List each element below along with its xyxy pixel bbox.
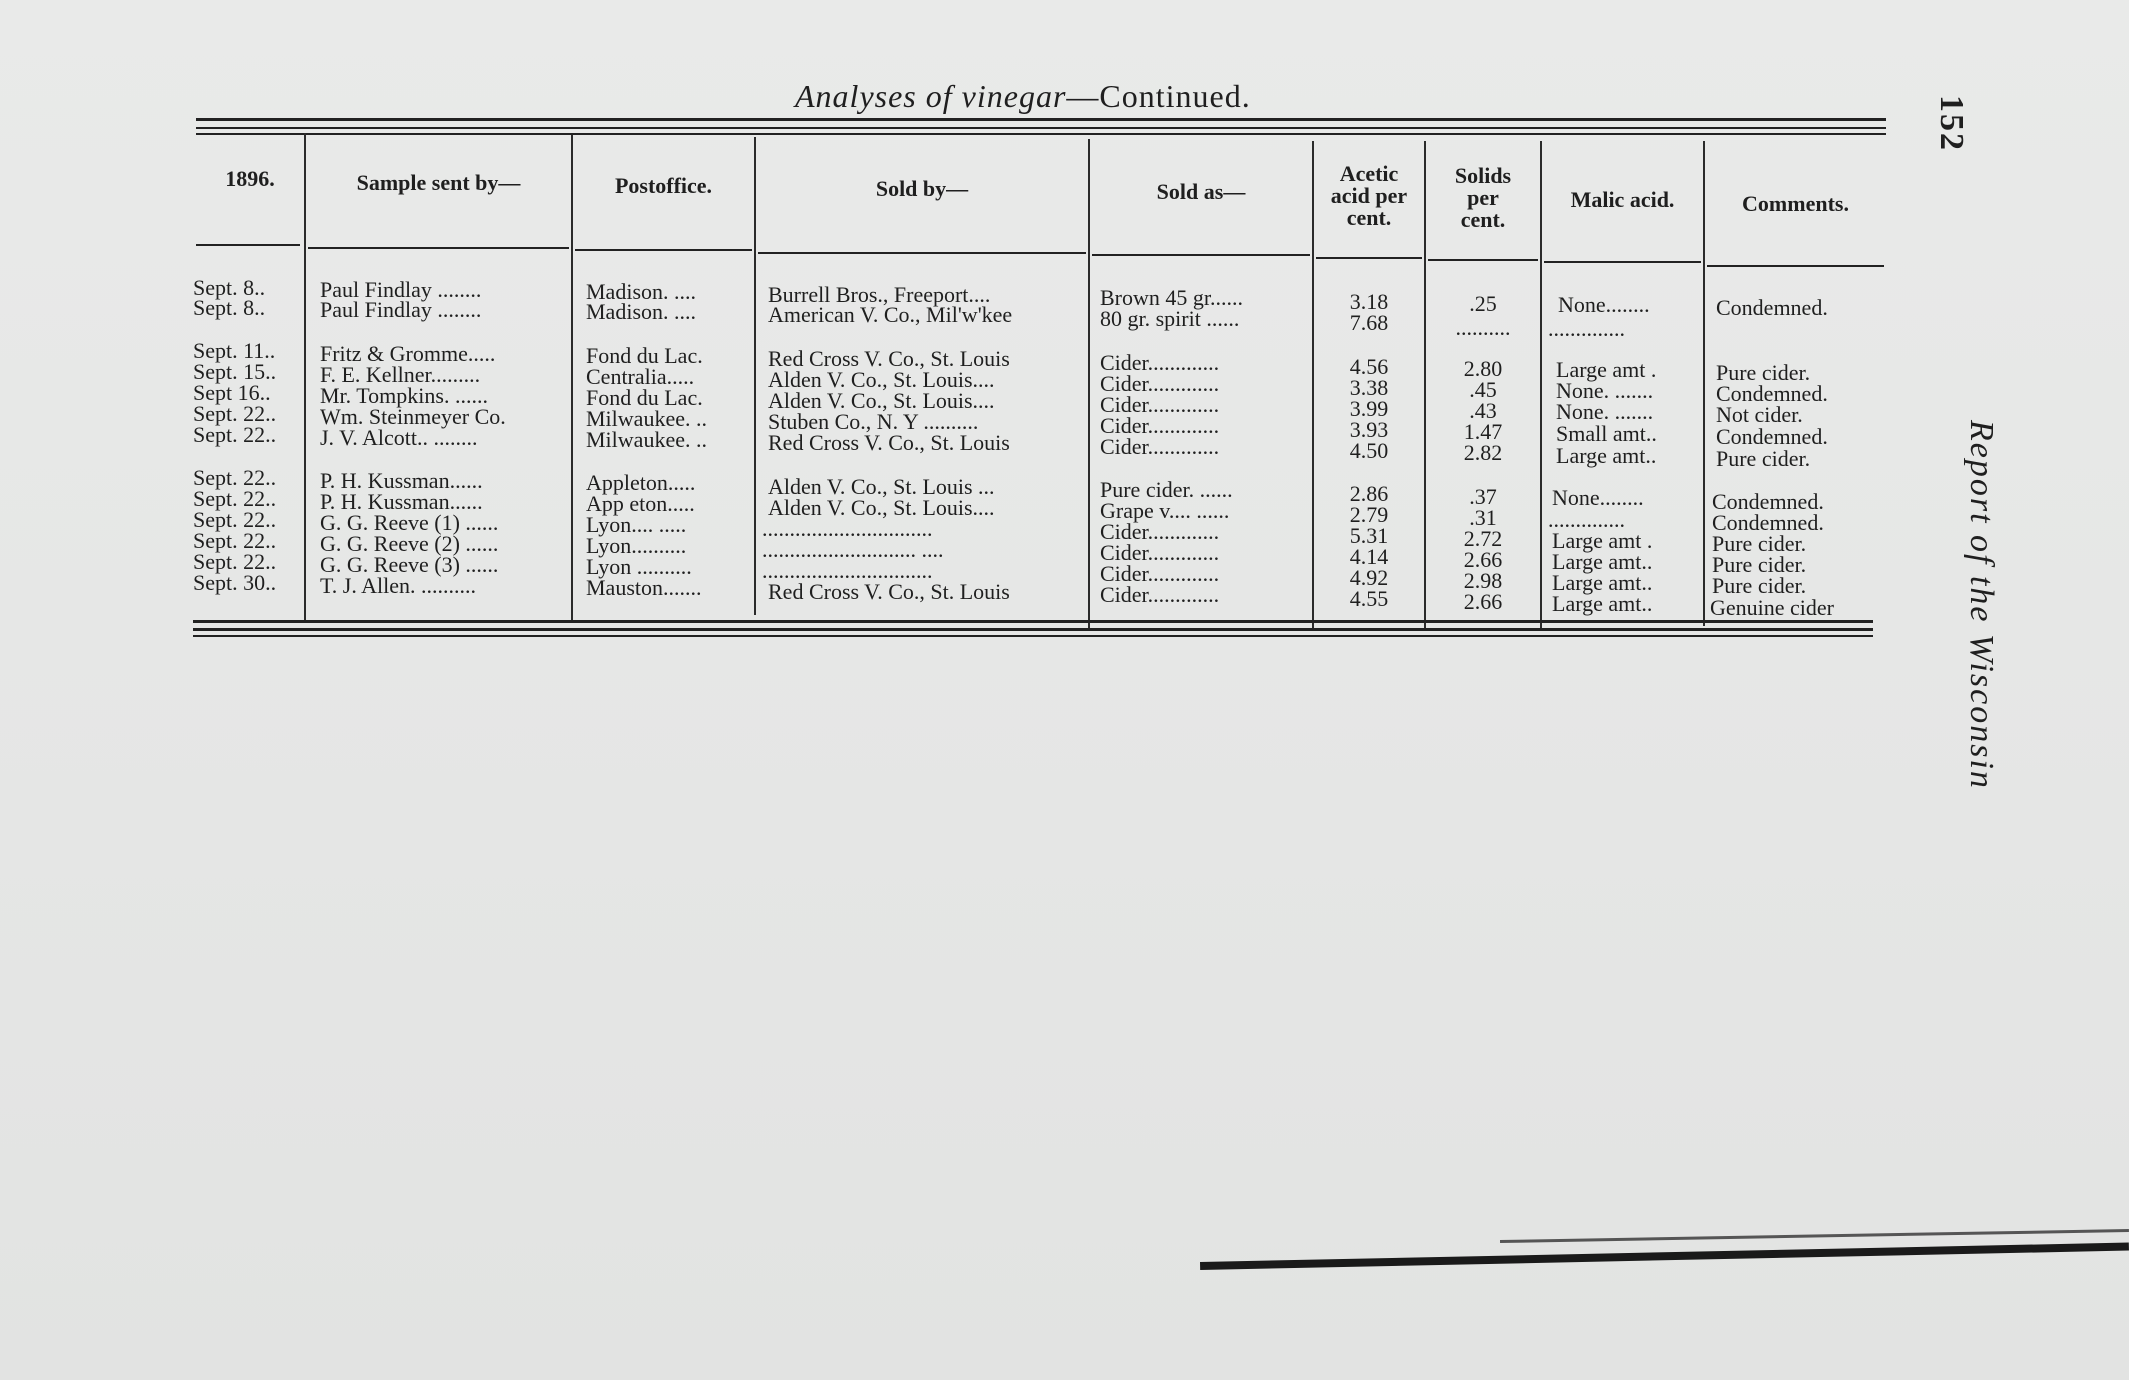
cell-solids: 2.66: [1463, 589, 1503, 614]
cell-malic: None........: [1558, 292, 1650, 317]
cell-comments: Pure cider.: [1712, 573, 1807, 598]
cell-sold-as: Cider.............: [1100, 371, 1220, 396]
cell-acetic: 3.18: [1349, 289, 1389, 314]
col-divider: [304, 133, 306, 620]
cell-solids: 1.47: [1463, 419, 1503, 444]
cell-sender: G. G. Reeve (1) ......: [320, 510, 499, 535]
cell-comments: Pure cider.: [1716, 360, 1811, 385]
cell-solids: 2.82: [1463, 440, 1503, 465]
cell-sender: Paul Findlay ........: [320, 277, 482, 302]
cell-solids: ..........: [1455, 315, 1511, 340]
header-solids-line1: Solids: [1454, 163, 1512, 188]
cell-postoffice: Appleton.....: [586, 470, 696, 495]
header-year: 1896.: [225, 166, 275, 191]
cell-postoffice: App eton.....: [586, 491, 695, 516]
header-sold-as: Sold as—: [1156, 179, 1246, 204]
cell-sold-by: Red Cross V. Co., St. Louis: [768, 579, 1010, 604]
header-comments: Comments.: [1742, 191, 1849, 216]
cell-postoffice: Lyon.... .....: [586, 512, 687, 537]
header-rule: [1707, 265, 1884, 267]
cell-acetic: 2.79: [1349, 502, 1389, 527]
cell-postoffice: Madison. ....: [586, 279, 696, 304]
cell-comments: Condemned.: [1712, 510, 1824, 535]
cell-malic: Large amt..: [1556, 443, 1657, 468]
cell-sold-by: Alden V. Co., St. Louis....: [768, 495, 995, 520]
col-divider: [1540, 141, 1542, 631]
cell-sender: G. G. Reeve (2) ......: [320, 531, 499, 556]
top-rule-3: [196, 133, 1886, 135]
cell-sold-as: 80 gr. spirit ......: [1100, 306, 1240, 331]
header-solids-line3: cent.: [1460, 207, 1506, 232]
cell-malic: Small amt..: [1556, 421, 1657, 446]
cell-date: Sept. 22..: [193, 401, 277, 426]
cell-date: Sept. 15..: [193, 359, 277, 384]
cell-sold-by: Red Cross V. Co., St. Louis: [768, 430, 1010, 455]
cell-sender: T. J. Allen. ..........: [320, 573, 477, 598]
cell-solids: 2.66: [1463, 547, 1503, 572]
header-postoffice: Postoffice.: [614, 173, 713, 198]
cell-postoffice: Milwaukee. ..: [586, 406, 707, 431]
cell-malic: Large amt .: [1552, 528, 1653, 553]
cell-sender: F. E. Kellner.........: [320, 362, 481, 387]
header-rule: [1428, 259, 1538, 261]
cell-sender: P. H. Kussman......: [320, 489, 483, 514]
cell-comments: Condemned.: [1712, 489, 1824, 514]
cell-comments: Pure cider.: [1716, 446, 1811, 471]
cell-date: Sept. 22..: [193, 422, 277, 447]
cell-solids: 2.98: [1463, 568, 1503, 593]
header-malic-acid: Malic acid.: [1570, 187, 1675, 212]
cell-malic: None........: [1552, 485, 1644, 510]
cell-sender: P. H. Kussman......: [320, 468, 483, 493]
cell-sender: Mr. Tompkins. ......: [320, 383, 488, 408]
col-divider: [1088, 139, 1090, 631]
title-continued: —Continued.: [1066, 78, 1251, 114]
header-rule: [308, 247, 569, 249]
bottom-rule-1: [193, 620, 1873, 623]
cell-date: Sept. 22..: [193, 507, 277, 532]
cell-date: Sept. 8..: [193, 295, 266, 320]
cell-solids: 2.80: [1463, 356, 1503, 381]
cell-postoffice: Lyon ..........: [586, 554, 692, 579]
header-sold-by: Sold by—: [875, 176, 969, 201]
header-acetic: [1314, 163, 1424, 229]
cell-sender: Paul Findlay ........: [320, 297, 482, 322]
cell-acetic: 5.31: [1349, 523, 1389, 548]
header-solids-line2: per: [1467, 185, 1499, 210]
cell-acetic: 4.55: [1349, 586, 1389, 611]
cell-acetic: 7.68: [1349, 310, 1389, 335]
col-divider: [754, 137, 756, 615]
cell-sold-by: Alden V. Co., St. Louis....: [768, 367, 995, 392]
cell-date: Sept. 22..: [193, 486, 277, 511]
cell-solids: 2.72: [1463, 526, 1503, 551]
cell-postoffice: Lyon..........: [586, 533, 687, 558]
header-acetic-line1: Acetic: [1339, 161, 1399, 186]
cell-postoffice: Madison. ....: [586, 299, 696, 324]
header-rule: [196, 244, 300, 246]
cell-comments: Genuine cider: [1710, 595, 1834, 620]
cell-comments: Pure cider.: [1712, 552, 1807, 577]
cell-date: Sept. 30..: [193, 570, 277, 595]
cell-sender: G. G. Reeve (3) ......: [320, 552, 499, 577]
cell-acetic: 4.14: [1349, 544, 1389, 569]
cell-solids: .45: [1469, 377, 1497, 402]
cell-postoffice: Centralia.....: [586, 364, 695, 389]
page-number: 152: [1933, 95, 1970, 152]
header-solids: [1426, 165, 1540, 231]
cell-sold-by: Red Cross V. Co., St. Louis: [768, 346, 1010, 371]
cell-date: Sept 16..: [193, 380, 271, 405]
cell-date: Sept. 11..: [193, 338, 276, 363]
title-italic: Analyses of vinegar: [795, 78, 1067, 114]
cell-postoffice: Milwaukee. ..: [586, 427, 707, 452]
top-rule-2: [196, 127, 1886, 129]
cell-sold-as: Cider.............: [1100, 434, 1220, 459]
bottom-rule-3: [193, 635, 1873, 637]
cell-malic: ..............: [1548, 316, 1625, 341]
cell-sold-by: Stuben Co., N. Y ..........: [768, 409, 979, 434]
cell-sold-by: ...............................: [762, 558, 933, 583]
cell-solids: .37: [1469, 484, 1497, 509]
cell-acetic: 4.50: [1349, 438, 1389, 463]
cell-sold-by: Alden V. Co., St. Louis....: [768, 388, 995, 413]
cell-comments: Pure cider.: [1712, 531, 1807, 556]
cell-date: Sept. 22..: [193, 528, 277, 553]
header-rule: [575, 249, 752, 251]
cell-sold-by: Burrell Bros., Freeport....: [768, 282, 991, 307]
header-sample-sent-by: Sample sent by—: [356, 170, 521, 195]
cell-sold-as: Cider.............: [1100, 519, 1220, 544]
cell-sold-as: Cider.............: [1100, 582, 1220, 607]
cell-sold-as: Cider.............: [1100, 540, 1220, 565]
cell-sold-by: ............................ ....: [762, 537, 944, 562]
cell-acetic: 4.56: [1349, 354, 1389, 379]
bottom-rule-2: [193, 628, 1873, 631]
cell-sold-as: Cider.............: [1100, 561, 1220, 586]
cell-sold-as: Cider.............: [1100, 413, 1220, 438]
cell-postoffice: Mauston.......: [586, 575, 702, 600]
cell-solids: .31: [1469, 505, 1497, 530]
header-acetic-line2: acid per: [1330, 183, 1408, 208]
cell-solids: .43: [1469, 398, 1497, 423]
cell-postoffice: Fond du Lac.: [586, 385, 703, 410]
cell-sold-by: ...............................: [762, 516, 933, 541]
cell-sender: Wm. Steinmeyer Co.: [320, 404, 506, 429]
cell-malic: None. .......: [1556, 378, 1654, 403]
top-rule-1: [196, 118, 1886, 121]
cell-sold-as: Grape v.... ......: [1100, 498, 1230, 523]
cell-date: Sept. 22..: [193, 549, 277, 574]
header-rule: [1092, 254, 1310, 256]
col-divider: [571, 135, 573, 620]
cell-malic: Large amt..: [1552, 591, 1653, 616]
cell-solids: .25: [1469, 291, 1497, 316]
cell-sender: Fritz & Gromme.....: [320, 341, 496, 366]
cell-sender: J. V. Alcott.. ........: [320, 425, 478, 450]
cell-acetic: 3.99: [1349, 396, 1389, 421]
cell-malic: Large amt..: [1552, 549, 1653, 574]
cell-malic: ..............: [1548, 507, 1625, 532]
cell-sold-as: Cider.............: [1100, 350, 1220, 375]
cell-malic: Large amt .: [1556, 357, 1657, 382]
cell-postoffice: Fond du Lac.: [586, 343, 703, 368]
cell-comments: Condemned.: [1716, 381, 1828, 406]
cell-comments: Condemned.: [1716, 424, 1828, 449]
running-head: Report of the Wisconsin: [1963, 420, 2000, 790]
cell-comments: Condemned.: [1716, 295, 1828, 320]
cell-malic: None. .......: [1556, 399, 1654, 424]
header-rule: [1544, 261, 1701, 263]
cell-sold-as: Cider.............: [1100, 392, 1220, 417]
cell-acetic: 3.38: [1349, 375, 1389, 400]
cell-date: Sept. 22..: [193, 465, 277, 490]
header-rule: [758, 252, 1086, 254]
cell-malic: Large amt..: [1552, 570, 1653, 595]
cell-sold-as: Brown 45 gr......: [1100, 285, 1243, 310]
cell-sold-by: American V. Co., Mil'w'kee: [768, 302, 1013, 327]
header-acetic-line3: cent.: [1346, 205, 1392, 230]
cell-acetic: 4.92: [1349, 565, 1389, 590]
cell-acetic: 2.86: [1349, 481, 1389, 506]
header-rule: [1316, 257, 1422, 259]
cell-comments: Not cider.: [1716, 402, 1803, 427]
cell-sold-as: Pure cider. ......: [1100, 477, 1233, 502]
cell-sold-by: Alden V. Co., St. Louis ...: [768, 474, 995, 499]
table-title: [795, 78, 1251, 115]
cell-date: Sept. 8..: [193, 275, 266, 300]
cell-acetic: 3.93: [1349, 417, 1389, 442]
